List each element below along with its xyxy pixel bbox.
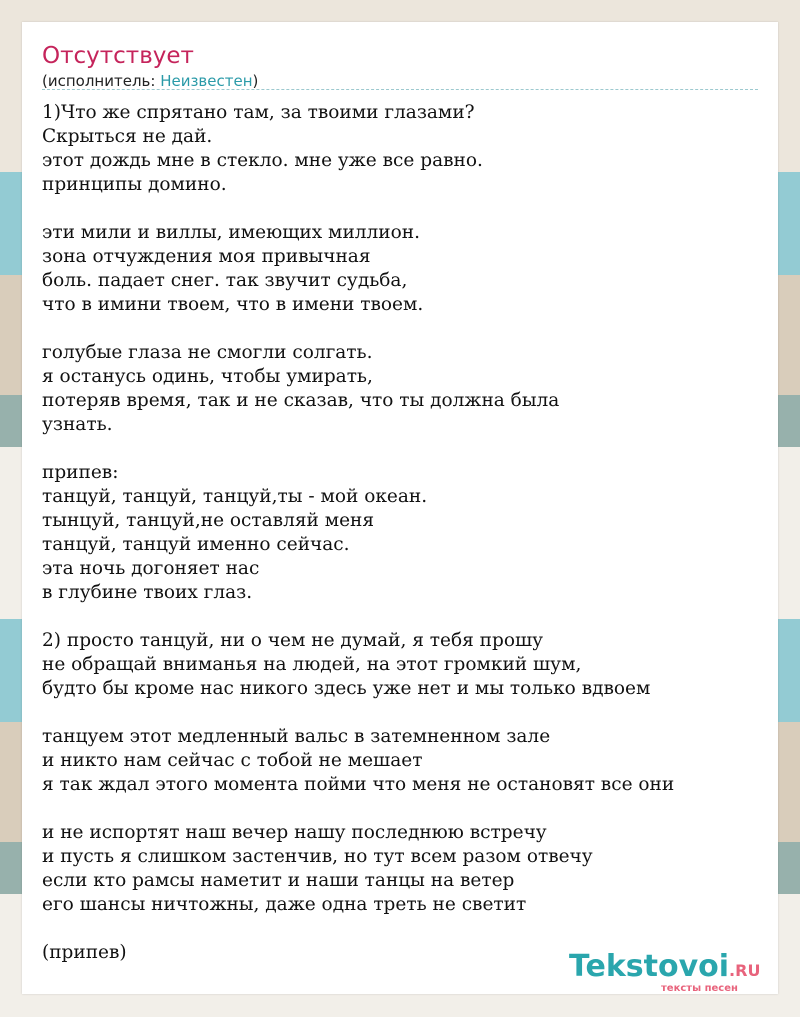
artist-link[interactable]: Неизвестен	[160, 72, 253, 90]
lyric-line	[42, 605, 758, 629]
lyric-line	[42, 917, 758, 941]
lyrics-text	[42, 101, 758, 965]
lyric-line	[42, 701, 758, 725]
lyric-line: если кто рамсы наметит и наши танцы на ветер	[42, 870, 515, 891]
lyric-line: я останусь одинь, чтобы умирать,	[42, 366, 373, 387]
lyric-line: принципы домино.	[42, 174, 227, 195]
artist-suffix: )	[252, 72, 259, 90]
lyric-line: что в имини твоем, что в имени твоем.	[42, 294, 424, 315]
lyric-line: потеряв время, так и не сказав, что ты должна была	[42, 390, 560, 411]
lyric-line	[42, 197, 758, 221]
lyric-line: и не испортят наш вечер нашу последнюю встречу	[42, 822, 547, 843]
lyric-line: я так ждал этого момента пойми что меня не остановят все они	[42, 774, 675, 795]
lyric-line: и пусть я слишком застенчив, но тут всем разом отвечу	[42, 846, 593, 867]
lyric-line: зона отчуждения моя привычная	[42, 246, 371, 267]
lyric-line	[42, 437, 758, 461]
lyric-line: тынцуй, танцуй,не оставляй меня	[42, 510, 375, 531]
lyric-line: 2) просто танцуй, ни о чем не думай, я тебя прошу	[42, 630, 544, 651]
lyric-line: этот дождь мне в стекло. мне уже все равно.	[42, 150, 483, 171]
logo-tld: .RU	[729, 961, 761, 980]
lyric-line: Скрыться не дай.	[42, 126, 213, 147]
logo-tagline: тексты песен	[661, 983, 738, 994]
lyric-line: и никто нам сейчас с тобой не мешает	[42, 750, 423, 771]
lyric-line: узнать.	[42, 414, 113, 435]
lyric-line	[42, 797, 758, 821]
lyric-line: эти мили и виллы, имеющих миллион.	[42, 222, 420, 243]
site-logo[interactable]	[569, 950, 779, 994]
lyric-line: его шансы ничтожны, даже одна треть не светит	[42, 894, 527, 915]
artist-line	[42, 71, 258, 91]
lyric-line	[42, 317, 758, 341]
lyric-line: не обращай вниманья на людей, на этот громкий шум,	[42, 654, 582, 675]
lyric-line: танцуй, танцуй именно сейчас.	[42, 534, 350, 555]
title-divider	[42, 89, 758, 90]
lyric-line: эта ночь догоняет нас	[42, 558, 260, 579]
logo-wordmark: Tekstovoi	[569, 949, 730, 984]
lyric-line: 1)Что же спрятано там, за твоими глазами?	[42, 102, 475, 123]
lyric-line: танцуем этот медленный вальс в затемненном зале	[42, 726, 551, 747]
lyric-line: (припев)	[42, 942, 127, 963]
lyric-line: голубые глаза не смогли солгать.	[42, 342, 373, 363]
lyric-line: в глубине твоих глаз.	[42, 582, 253, 603]
lyric-line: будто бы кроме нас никого здесь уже нет и мы только вдвоем	[42, 678, 651, 699]
lyric-line: танцуй, танцуй, танцуй,ты - мой океан.	[42, 486, 428, 507]
song-title: Отсутствует	[42, 43, 194, 69]
lyric-line: припев:	[42, 462, 119, 483]
lyric-line: боль. падает снег. так звучит судьба,	[42, 270, 408, 291]
artist-prefix: (исполнитель:	[42, 72, 161, 90]
lyrics-card	[22, 22, 778, 994]
